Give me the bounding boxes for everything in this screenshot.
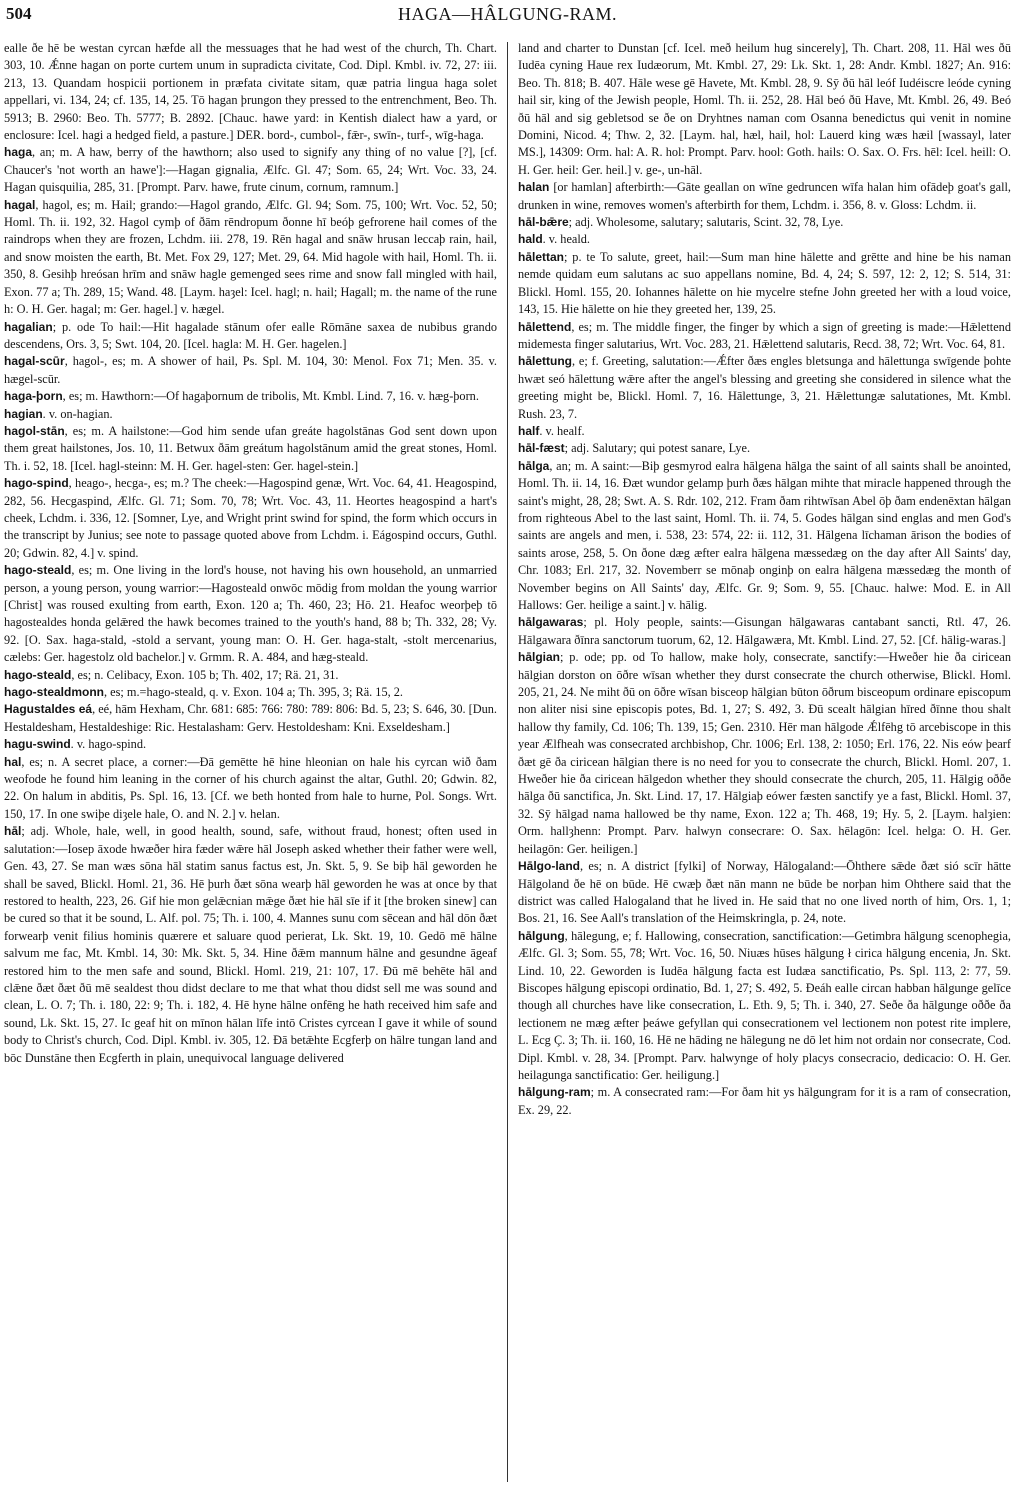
headword: hālettung [517, 354, 572, 369]
headword: hālgian [517, 650, 560, 665]
headword: half [517, 423, 540, 438]
headword: hagu-swind [4, 737, 71, 752]
dictionary-entry: haga, an; m. A haw, berry of the hawthorn; also used to signify any thing of no value [?], [cf. Chaucer's 'not worth an hawe']:—Hagan gignalia, Ælfc. Gl. 47; Som. 65, 24; Wrt. Voc. 33, 24. Hagan quisquilia, 285, 31. [Prompt. Parv. hawe, frute cinum, cornum, ramnum.] [4, 145, 497, 195]
page-number: 504 [6, 4, 32, 23]
headword: hālga [517, 458, 550, 473]
dictionary-entry: hagol-stān, es; m. A hailstone:—God him sende ufan greáte hagolstānas God sent down upon them great hailstones, Jos. 10, 11. Betwux ðām greátum hagolstānum amid the great stones, Homl. Th. i. 52, 18. [Icel. hagl-steinn: M. H. Ger. hagel-sten: Ger. hagel-stein.] [4, 423, 497, 473]
dictionary-entry: hālgawaras; pl. Holy people, saints:—Gisungan hālgawaras cantabant sancti, Rtl. 47, 26. Hālgawara ðīnra sanctorum tuorum, 62, 12. Hālgawæra, Mt. Kmbl. Lind. 27, 52. [Cf. hālig-waras.] [517, 615, 1011, 647]
dictionary-entry: hald. v. heald. [517, 232, 591, 247]
dictionary-entry: hāl-bǣre; adj. Wholesome, salutary; salutaris, Scint. 32, 78, Lye. [517, 215, 844, 230]
headword: hālgung-ram [517, 1085, 591, 1100]
headword: hāl-bǣre [517, 215, 569, 230]
headword: hagian [4, 406, 43, 421]
dictionary-entry: hagu-swind. v. hago-spind. [4, 737, 147, 752]
dictionary-entry: hāl; adj. Whole, hale, well, in good health, sound, safe, without fraud, honest; often used in salutation:—Iosep āxode hwæðer hira fæder wǣre hāl Joseph asked whether their father were well, Gen. 43, 27. Se man wæs sōna hāl statim sanus factus est, Jn. Skt. 5, 9. Se biþ hāl geworden he shall be saved, Blickl. Homl. 21, 36. Hē þurh ðæt sōna wearþ hāl geworden he was at once by that restored to health, 223, 26. Gif hie mon gelǣcnian mǣge ðæt hie hāl sīe if it [the broken sinew] can be cured so that it be sound, L. Alf. pol. 75; Th. i. 100, 4. Mannes sunu com sēcean and hāl dōn ðæt forwearþ venit filius hominis quærere et saluare quod perierat, Lk. Skt. 19, 10. Gedō mē hālne salvum me fac, Mt. Kmbl. 14, 30: Mk. Skt. 5, 34. Hine ðǣm mannum hālne and gesundne āgeaf restored him to the men safe and sound, Blickl. Homl. 219, 21: 107, 17. Ðū mē behēte hāl and clǣne ðæt ðæt ðū mē sealdest thou didst declare to me that what thou didst sell me was sound and clean, L. O. 7; Th. i. 180, 22: 9; Th. i. 182, 4. Hē hyne hālne onfēng he hath received him safe and sound, Lk. Skt. 15, 27. Ic geaf hit on mīnon hālan līfe intō Cristes cyrcean I gave it while of sound body to Christ's church, Cod. Dipl. Kmbl. iv. 305, 12. Ðā betǣhte Ecgferþ on hālre tungan land and bōc Dunstāne then Ecgferth in plain, unequivocal language delivered [4, 824, 497, 1065]
dictionary-entry: hālgung, hālegung, e; f. Hallowing, consecration, sanctification:—Getimbra hālgung scenophegia, Ælfc. Gl. 3; Som. 55, 78; Wrt. Voc. 16, 50. Niuæs hūses hālgung ł cirica hālgung encenia, Jn. Skt. Lind. 10, 22. Geworden is Iudēa hālgung facta est Iudæa sanctificatio, Ps. Spl. 113, 2: 77, 59. Biscopes hālgung episcopi ordinatio, Bd. 1, 27; S. 492, 5. Ðeáh ealle circan habban hālgunge gelīce though all churches have like consecration, L. Eth. 9, 5; Th. i. 340, 27. Seðe ða hālgunge oððe ða lectionem ne mæg æfter þeáwe gefyllan qui consecrationem vel lectionem non potest rite implere, L. Ecg Ç. 3; Th. ii. 160, 16. Hē ne hāding ne hālegung ne dō let him not ordain nor consecrate, Cod. Dipl. Kmbl. v. 28, 34. [Prompt. Parv. halwynge of holy placys consecracio, dedicacio: O. H. Ger. heilagunga sanctificatio: Ger. heiligung.] [517, 928, 1011, 1082]
page-header [4, 4, 1011, 32]
dictionary-entry: hālga, an; m. A saint:—Biþ gesmyrod ealra hālgena hālga the saint of all saints shall be anointed, Homl. Th. ii. 14, 16. Ðæt wundor gelamp þurh ðæs hālgan mihte that miracle happened through the saint's might, 28, 28; Swt. A. S. Rdr. 102, 212. Fram ðam rihtwīsan Abel ōþ ðam endenēxtan hālgan from righteous Abel to the last saint, Homl. Th. ii. 74, 5. Godes hālgan sind englas and men God's saints are angels and men, i. 538, 23: 574, 22: ii. 112, 31. Hālgena līchaman ārison the bodies of saints arose, 258, 5. On ðone dæg æfter ealra hālgena mæssedæg on the day after All Saints' day, Chr. 1083; Erl. 217, 32. Novemberr se mōnaþ onginþ on ealra hālgena mæssedæg the month of November begins on All Saints' day, Ælfc. Gr. 9; Som. 9, 55. [Chauc. halwe: Mod. E. in All Hallows: Ger. heilige a saint.] v. hālig. [517, 458, 1011, 612]
headword: hālettan [517, 249, 564, 264]
dictionary-entry: Hagustaldes eá, eé, hām Hexham, Chr. 681: 685: 766: 780: 789: 806: Bd. 5, 23; S. 646, 30. [Dun. Hestaldesham, Hestaldeshige: Ric. Hestalasham: Gerv. Hestoldesham: Kni. Exseldesham.] [4, 702, 497, 734]
dictionary-entry: hālgung-ram; m. A consecrated ram:—For ðam hit ys hālgungram for it is a ram of consecration, Ex. 29, 22. [517, 1085, 1011, 1117]
headword: hal [4, 754, 22, 769]
dictionary-entry: hāl-fæst; adj. Salutary; qui potest sanare, Lye. [517, 441, 751, 456]
headword: hagal-scūr [4, 354, 65, 369]
dictionary-entry: hālgian; p. ode; pp. od To hallow, make holy, consecrate, sanctify:—Hweðer hie ða ciricean hālgian dorston on ōðre wīsan whether they durst consecrate the church otherwise, Blickl. Homl. 205, 21, 24. Ne miht ðū on ōðre wīsan bisceop hālgian būton ōðrum bisceopum ordinare episcopum non aliter nisi sine episcopis potes, Bd. 1, 27; S. 492, 3. Ðū scealt hālgian hīred ðīnne thou shalt hallow thy family, Cd. 106; Th. 139, 15; Gen. 2310. Hēr man hālgode Ǽlfēhg tō arcebiscope in this year Ælfheah was consecrated archbishop, Chr. 1006; Erl. 138, 2: 1050; Erl. 176, 22. Nis eów þearf ðæt gē ða ciricean hālgian there is no need for you to consecrate the church, Blickl. Homl. 207, 1. Hweðer hie ða ciricean hālgedon whether they should consecrate the church, 205, 11. Hālgig oððe hālga ðū sanctifica, Jn. Skt. Lind. 17, 17. Hālgiaþ eówer fæsten sanctify ye a fast, Blickl. Homl. 37, 32. Sȳ hālgad nama hallowed be thy name, Exon. 122 a; Th. 468, 19; Hy. 5, 2. [Laym. halȝien: Orm. hallȝhenn: Prompt. Parv. halwyn consecrare: O. Sax. hēlagōn: Icel. helga: O. H. Ger. heilagōn: Ger. heiligen.] [517, 650, 1011, 856]
columns [4, 40, 1011, 1492]
headword: hāl-fæst [517, 441, 565, 456]
left-column [4, 40, 497, 1492]
headword: haga-þorn [4, 389, 63, 404]
headword: hāl [4, 824, 22, 839]
dictionary-entry: hago-stealdmonn, es; m.=hago-steald, q. v. Exon. 104 a; Th. 395, 3; Rä. 15, 2. [4, 685, 403, 700]
dictionary-entry: hālettend, es; m. The middle finger, the finger by which a sign of greeting is made:—Hǣlettend midemesta finger salutarius, Wrt. Voc. 283, 21. Hǣlettend salutaris, Recd. 38, 72; Wrt. Voc. 64, 81. [517, 319, 1011, 351]
running-head: HAGA—HÂLGUNG-RAM. [398, 4, 617, 24]
headword: hālettend [517, 319, 572, 334]
headword: Hagustaldes eá [4, 702, 93, 717]
headword: hagalian [4, 319, 53, 334]
headword: hālgung [517, 928, 565, 943]
column-divider [507, 42, 508, 1482]
dictionary-entry: ealle ðe hē be westan cyrcan hæfde all the messuages that he had west of the church, Th. Chart. 303, 10. Ǽnne hagan on porte curtem unum in supradicta civitate, Cod. Dipl. Kmbl. iv. 72, 27: iii. 213, 13. Quandam hospicii portionem in præfata civitate sitam, quæ patria lingua haga solet appellari, vi. 134, 24; cf. 135, 14, 25. Tō hagan þrungon they pressed to the entrenchment, Beo. Th. 5913; B. 2960: Beo. Th. 5777; B. 2892. [Chauc. hawe yard: in Kentish dialect haw a yard, or enclosure: Icel. hagi a hedged field, a pasture.] DER. bord-, cumbol-, fǣr-, swīn-, turf-, wīg-haga. [4, 41, 497, 143]
dictionary-entry: hal, es; n. A secret place, a corner:—Ðā gemētte hē hine hleonian on hale his cyrcan wið ðam weofode he found him leaning in the corner of his church against the altar, Guthl. 20; Gdwin. 82, 22. On halum in abditis, Ps. Spl. 16, 13. [Cf. we beth honted from hale to hurne, Pol. Songs. Wrt. 150, 17. In one swiþe diȝele hale, O. and N. 2.] v. helan. [4, 754, 497, 821]
headword: hagal [4, 197, 36, 212]
dictionary-entry: hagal, hagol, es; m. Hail; grando:—Hagol grando, Ælfc. Gl. 94; Som. 75, 100; Wrt. Voc. 52, 50; Homl. Th. ii. 192, 32. Hagol cymþ of ðām rēndropum ðonne hī beóþ gefrorene hail comes of the raindrops when they are frozen, Lchdm. iii. 278, 19. Rēn hagal and snāw hrusan leccaþ rain, hail, and snow moisten the earth, Bt. Met. Fox 29, 127; Met. 29, 64. Mid hagole with hail, Homl. Th. ii. 350, 8. Gesihþ hreósan hrīm and snāw hagle gemenged sees rime and snow fall mingled with hail, Exon. 77 a; Th. 289, 15; Wand. 48. [Laym. haȝel: Icel. hagl; n. hail; Hagall; m. the name of the rune h: O. H. Ger. hagal; m: Ger. hagel.] v. hægel. [4, 197, 497, 317]
dictionary-entry: hago-steald, es; m. One living in the lord's house, not having his own household, an unmarried person, a young person, young warrior:—Hagosteald onwōc mōdig from moldan the young warrior [Christ] was roused exulting from earth, Exon. 120 a; Th. 460, 23; Hō. 21. Heafoc weorþeþ tō hagostealdes honda gelǣred the hawk becomes trained to the youth's hand, 88 b; Th. 332, 28; Vy. 92. [O. Sax. haga-stald, -stold a servant, young man: O. H. Ger. haga-stalt, -stolt mercenarius, cælebs: Ger. hagestolz old bachelor.] v. Grmm. R. A. 484, and hæg-steald. [4, 563, 497, 665]
dictionary-entry: haga-þorn, es; m. Hawthorn:—Of hagaþornum de tribolis, Mt. Kmbl. Lind. 7, 16. v. hæg-þorn. [4, 389, 479, 404]
dictionary-entry: Hālgo-land, es; n. A district [fylki] of Norway, Hālogaland:—Ōhthere sǣde ðæt sió scīr hātte Hālgoland ðe hē on būde. Hē cwæþ ðæt nān mann ne būde be norþan him Ohthere said that the district was called Halogaland that he lived in. He said that no one lived north of him, Ors. 1, 1; Bos. 21, 16. See Aall's translation of the Heimskringla, p. 24, note. [517, 859, 1011, 926]
dictionary-entry: hālettan; p. te To salute, greet, hail:—Sum man hine hālette and grētte and hine be his naman nemde quidam eum salutans ac suo appellans nomine, Bd. 4, 24; S. 597, 12: 2, 12; S. 514, 31: Blickl. Homl. 155, 20. Iohannes hālette on hie mycelre stefne John greeted her with a loud voice, 143, 15. Hie hālette on hie they greeted her, 139, 25. [517, 249, 1011, 317]
headword: hālgawaras [517, 615, 584, 630]
right-column [518, 40, 1011, 1492]
headword: hago-spind [4, 476, 69, 491]
dictionary-entry: hagian. v. on-hagian. [4, 406, 113, 421]
dictionary-entry: hagalian; p. ode To hail:—Hit hagalade stānum ofer ealle Rōmāne saxea de nubibus grando descendens, Ors. 3, 5; Swt. 104, 20. [Icel. hagla: M. H. Ger. hagelen.] [4, 319, 497, 351]
dictionary-entry: hālettung, e; f. Greeting, salutation:—Ǽfter ðæs engles bletsunga and hālettunga swīgende þohte hwæt seó hālettung wǣre after the angel's blessing and greeting she considered in silence what the greeting might be, Blickl. Homl. 7, 16. Hālettunge, 3, 21. Hǣlettungæ salutationes, Mt. Kmbl. Rush. 23, 7. [517, 354, 1011, 421]
dictionary-entry: half. v. healf. [517, 423, 585, 438]
dictionary-entry: hago-steald, es; n. Celibacy, Exon. 105 b; Th. 402, 17; Rä. 21, 31. [4, 667, 339, 682]
headword: hagol-stān [4, 423, 65, 438]
headword: halan [517, 180, 554, 195]
headword: hago-steald [4, 667, 72, 682]
headword: hago-stealdmonn [4, 685, 105, 700]
headword: haga [4, 145, 33, 160]
dictionary-entry: halan [or hamlan] afterbirth:—Gāte geallan on wīne gedruncen wīfa halan him ofādeþ goat's gall, drunken in wine, removes women's afterbirth for them, Lchdm. i. 356, 8. v. Gloss: Lchdm. ii. [517, 180, 1011, 212]
headword: Hālgo-land [517, 859, 580, 874]
dictionary-entry: hagal-scūr, hagol-, es; m. A shower of hail, Ps. Spl. M. 104, 30: Menol. Fox 71; Men. 35. v. hægel-scūr. [4, 354, 497, 386]
headword: hago-steald [4, 563, 72, 578]
headword: hald [517, 232, 543, 247]
dictionary-entry: hago-spind, heago-, hecga-, es; m.? The cheek:—Hagospind genæ, Wrt. Voc. 64, 41. Heagospind, 282, 56. Hecgaspind, Ælfc. Gl. 71; Som. 70, 78; Wrt. Voc. 43, 11. Heortes heagospind a hart's cheek, Lchdm. i. 336, 12. [Somner, Lye, and Wright print swind for spind, the form which occurs in the transcript by Junius; see note to passage quoted above from Lchdm. i. Eágospind occurs, Guthl. 20; Gdwin. 82, 4.] v. spind. [4, 476, 497, 560]
dictionary-entry: land and charter to Dunstan [cf. Icel. með heilum hug sincerely], Th. Chart. 208, 11. Hāl wes ðū Iudēa cyning Haue rex Iudæorum, Mt. Kmbl. 27, 29: Lk. Skt. 1, 28: Andr. Kmbl. 1827; An. 916: Beo. Th. 818; B. 407. Hāle wese gē Havete, Mt. Kmbl. 28, 9. Sȳ ðū hāl leóf Iudéiscre leóde cyning hail sir, king of the Jewish people, Homl. Th. ii. 252, 28. Hāl beó ðū Have, Mt. Kmbl. 26, 49. Beó ðū hāl and sig gebletsod se ðe on Dryhtnes naman com Osanna benedictus qui venit in nomine Domini, Nicod. 4; Thw. 2, 32. [Laym. hal, hæl, hail, hol: Lauerd king wæs hæil [wassayl, later MS.], 14309: Orm. hal: A. R. hol: Prompt. Parv. hool: Goth. hails: O. Sax. O. Frs. hēl: Icel. heill: O. H. Ger. heil: Ger. heil.] v. ge-, un-hāl. [517, 41, 1011, 177]
